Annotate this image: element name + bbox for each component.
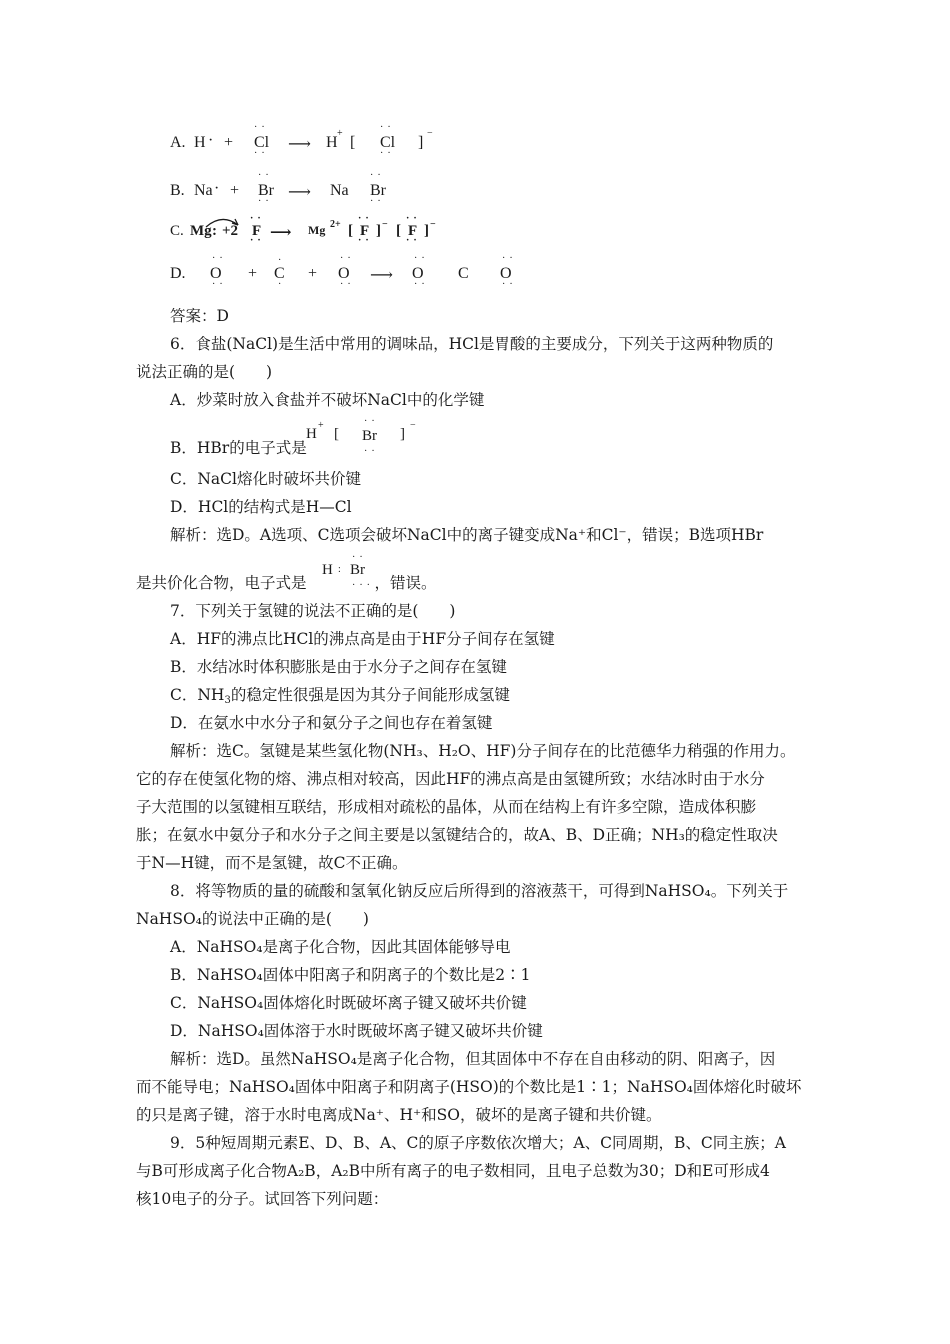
option-label: A. xyxy=(170,134,186,151)
formula-text: H xyxy=(322,562,333,578)
electron-dots: ·· xyxy=(258,196,273,207)
question-8-analysis-cont: 而不能导电；NaHSO₄固体中阳离子和阴离子(HSO)的个数比是1∶1；NaHSO₄固体熔化时破坏 xyxy=(136,1078,802,1096)
electron-dots: ·· xyxy=(250,235,265,246)
formula-text: Br xyxy=(350,562,365,578)
formula-text: ] xyxy=(376,223,381,239)
formula-charge: + xyxy=(318,420,324,431)
option-a-formula xyxy=(170,124,470,164)
electron-dots: ·· xyxy=(358,235,373,246)
question-8-option-d: D．NaHSO₄固体溶于水时既破坏离子键又破坏共价键 xyxy=(170,1022,543,1040)
formula-text: Na xyxy=(194,182,213,199)
question-6-option-c: C．NaCl熔化时破坏共价键 xyxy=(170,470,361,488)
option-label: B. xyxy=(170,182,185,199)
electron-dots: ·· xyxy=(380,148,395,159)
question-7-stem: 7．下列关于氢键的说法不正确的是( ) xyxy=(170,602,456,620)
question-7-analysis-cont: 胀；在氨水中氨分子和水分子之间主要是以氢键结合的，故A、B、D正确；NH₃的稳定性取决 xyxy=(136,826,778,844)
electron-dots: ·· xyxy=(358,213,373,224)
question-7-option-c xyxy=(170,685,510,711)
electron-dots: ·· xyxy=(370,196,385,207)
formula-text: H xyxy=(194,134,206,151)
formula-text: H xyxy=(326,134,338,151)
electron-dots: · xyxy=(278,279,286,290)
question-9-stem-cont: 核10电子的分子。试回答下列问题： xyxy=(136,1190,389,1208)
formula-text: F xyxy=(252,223,262,239)
formula-text: Mg xyxy=(190,223,212,239)
option-c-formula xyxy=(170,215,470,255)
formula-text: C xyxy=(274,265,285,282)
option-text: C．NH xyxy=(170,686,225,704)
question-6-analysis: 解析：选D。A选项、C选项会破坏NaCl中的离子键变成Na⁺和Cl⁻，错误；B选项HBr xyxy=(170,526,764,544)
question-9-stem: 9．5种短周期元素E、D、B、A、C的原子序数依次增大；A、C同周期，B、C同主族；A xyxy=(170,1134,786,1152)
hbr-electron-formula-analysis xyxy=(322,552,392,592)
formula-text: Na xyxy=(330,182,349,199)
electron-dots: ·· xyxy=(364,446,379,457)
option-label: D. xyxy=(170,265,186,282)
question-7-option-b: B．水结冰时体积膨胀是由于水分子之间存在氢键 xyxy=(170,658,507,676)
electron-dots: ·· xyxy=(380,122,395,133)
question-8-stem: 8．将等物质的量的硫酸和氢氧化钠反应后所得到的溶液蒸干，可得到NaHSO₄。下列关于 xyxy=(170,882,789,900)
electron-dots: ·· xyxy=(414,279,429,290)
subscript: 3 xyxy=(224,695,231,706)
analysis-text: ，错误。 xyxy=(374,574,437,592)
electron-dots: : xyxy=(338,564,345,575)
electron-dots: ·· xyxy=(502,253,517,264)
question-6-stem: 6．食盐(NaCl)是生活中常用的调味品，HCl是胃酸的主要成分，下列关于这两种物质的 xyxy=(170,335,774,353)
formula-text: Br xyxy=(362,428,377,444)
option-label: C. xyxy=(170,223,184,239)
formula-text: + xyxy=(308,265,318,282)
electron-dots: ·· xyxy=(340,253,355,264)
formula-text: C xyxy=(458,265,469,282)
formula-text: ] xyxy=(400,426,405,442)
electron-dots: · xyxy=(278,255,286,266)
electron-dots: ·· xyxy=(254,148,269,159)
question-7-analysis-cont: 于N—H键，而不是氢键，故C不正确。 xyxy=(136,854,408,872)
formula-charge: − xyxy=(410,420,416,431)
formula-text: [ xyxy=(334,426,339,442)
question-8-option-c: C．NaHSO₄固体熔化时既破坏离子键又破坏共价键 xyxy=(170,994,527,1012)
electron-dots: ·· xyxy=(352,552,367,563)
electron-dots: ·· xyxy=(364,416,379,427)
formula-text: [ xyxy=(348,223,353,239)
question-8-analysis-cont: 的只是离子键，溶于水时电离成Na⁺、H⁺和SO，破坏的是离子键和共价键。 xyxy=(136,1106,662,1124)
formula-charge: + xyxy=(337,128,343,139)
question-7-option-a: A．HF的沸点比HCl的沸点高是由于HF分子间存在氢键 xyxy=(170,630,555,648)
formula-charge: − xyxy=(382,219,388,230)
formula-text: ] xyxy=(418,134,424,151)
formula-text: Mg xyxy=(308,223,326,237)
electron-dots: ·· xyxy=(250,213,265,224)
question-9-stem-cont: 与B可形成离子化合物A₂B，A₂B中所有离子的电子数相同，且电子总数为30；D和E可形成4 xyxy=(136,1162,770,1180)
formula-text: : xyxy=(212,223,217,239)
electron-dots: ·· xyxy=(340,279,355,290)
formula-charge: − xyxy=(430,219,436,230)
formula-text: O xyxy=(500,265,512,282)
question-8-analysis: 解析：选D。虽然NaHSO₄是离子化合物，但其固体中不存在自由移动的阴、阳离子，因 xyxy=(170,1050,776,1068)
question-7-option-d: D．在氨水中水分子和氨分子之间也存在着氢键 xyxy=(170,714,493,732)
formula-text: Br xyxy=(370,182,386,199)
formula-text: O xyxy=(338,265,350,282)
electron-dots: ·· xyxy=(414,253,429,264)
formula-text: Cl xyxy=(254,134,270,151)
formula-text: H xyxy=(306,426,317,442)
formula-text: + xyxy=(248,265,258,282)
formula-text: F xyxy=(408,223,418,239)
electron-dots: ·· xyxy=(212,253,227,264)
question-6-option-b: B．HBr的电子式是 xyxy=(170,439,307,457)
formula-text: ] xyxy=(424,223,429,239)
formula-text: + xyxy=(230,182,240,199)
option-text: 的稳定性很强是因为其分子间能形成氢键 xyxy=(230,686,510,704)
formula-text: + xyxy=(224,134,234,151)
formula-text: [ xyxy=(396,223,401,239)
question-6-stem-cont: 说法正确的是( ) xyxy=(136,363,273,381)
formula-text: +2 xyxy=(222,223,239,239)
formula-text: · xyxy=(214,180,220,197)
formula-text: Br xyxy=(258,182,274,199)
formula-text: · xyxy=(208,132,214,149)
question-8-stem-cont: NaHSO₄的说法中正确的是( ) xyxy=(136,910,369,928)
option-b-formula xyxy=(170,172,470,212)
formula-text: F xyxy=(360,223,370,239)
question-6-option-a: A．炒菜时放入食盐并不破坏NaCl中的化学键 xyxy=(170,391,485,409)
electron-dots: ·· xyxy=(502,279,517,290)
electron-dots: ·· xyxy=(212,279,227,290)
question-8-option-a: A．NaHSO₄是离子化合物，因此其固体能够导电 xyxy=(170,938,511,956)
formula-text: ⟶ xyxy=(288,184,311,201)
electron-dots: ·· xyxy=(370,170,385,181)
formula-text: [ xyxy=(350,134,356,151)
electron-dots: ·· xyxy=(254,122,269,133)
question-6-option-d: D．HCl的结构式是H—Cl xyxy=(170,498,352,516)
formula-text: O xyxy=(412,265,424,282)
hbr-electron-formula xyxy=(306,418,426,458)
electron-dots: ·· xyxy=(406,235,421,246)
answer-line: 答案：D xyxy=(170,307,229,325)
analysis-text: 是共价化合物，电子式是 xyxy=(136,574,307,592)
question-8-option-b: B．NaHSO₄固体中阳离子和阴离子的个数比是2∶1 xyxy=(170,966,531,984)
question-7-analysis: 解析：选C。氢键是某些氢化物(NH₃、H₂O、HF)分子间存在的比范德华力稍强的作用力。 xyxy=(170,742,796,760)
formula-text: O xyxy=(210,265,222,282)
question-7-analysis-cont: 子大范围的以氢键相互联结，形成相对疏松的晶体，从而在结构上有许多空隙，造成体积膨 xyxy=(136,798,757,816)
formula-text: ⟶ xyxy=(270,225,292,241)
electron-dots: ··· xyxy=(352,580,374,591)
question-7-analysis-cont: 它的存在使氢化物的熔、沸点相对较高，因此HF的沸点高是由氢键所致；水结冰时由于水分 xyxy=(136,770,765,788)
formula-charge: 2+ xyxy=(330,219,341,230)
formula-text: ⟶ xyxy=(370,267,393,284)
electron-dots: ·· xyxy=(406,213,421,224)
formula-charge: − xyxy=(427,128,433,139)
formula-text: Cl xyxy=(380,134,396,151)
electron-dots: ·· xyxy=(258,170,273,181)
option-d-formula xyxy=(170,255,530,295)
formula-text: ⟶ xyxy=(288,136,311,153)
